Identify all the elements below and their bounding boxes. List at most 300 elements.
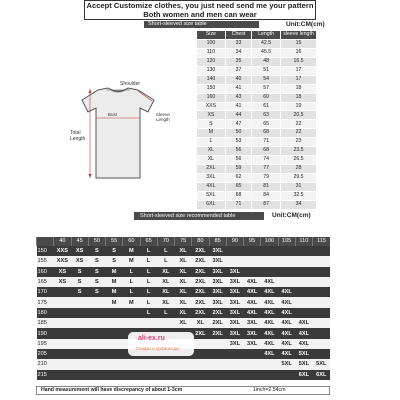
table-cell <box>106 308 123 318</box>
table-cell <box>157 359 174 369</box>
table-cell: 3XL <box>244 318 261 328</box>
table-cell: 4XL <box>261 318 278 328</box>
table-cell <box>226 349 243 359</box>
table-row <box>197 191 317 200</box>
table-cell: XL <box>175 267 192 277</box>
table-cell: M <box>123 246 140 256</box>
table-cell: 4XL <box>278 349 295 359</box>
bust-label: Bust <box>108 112 118 117</box>
table-cell <box>71 349 88 359</box>
table-row <box>197 129 317 138</box>
table-cell: L <box>157 246 174 256</box>
table-cell: XS <box>71 246 88 256</box>
table-cell: XL <box>175 308 192 318</box>
table-cell <box>261 359 278 369</box>
table-cell: 42.5 <box>252 39 281 48</box>
table-cell: 68 <box>225 191 251 200</box>
table-cell: 17 <box>280 66 316 75</box>
height-row-header: 170 <box>37 287 54 297</box>
table-cell <box>192 370 209 380</box>
table-cell: 100 <box>197 39 226 48</box>
table-cell <box>278 277 295 287</box>
table-cell <box>157 318 174 328</box>
table-cell: 43 <box>225 93 251 102</box>
table-cell <box>261 267 278 277</box>
table-cell: XL <box>192 318 209 328</box>
table-cell: 4XL <box>244 277 261 287</box>
table-cell: 56 <box>225 156 251 165</box>
table-cell: 3XL <box>226 328 243 338</box>
table-cell <box>261 246 278 256</box>
table-cell: 3XL <box>197 174 226 183</box>
table-cell: 61 <box>252 102 281 111</box>
table-cell <box>313 246 331 256</box>
table-cell: 4XL <box>261 277 278 287</box>
table-cell: 4XL <box>278 287 295 297</box>
table-cell: 3XL <box>244 328 261 338</box>
table-cell: L <box>123 287 140 297</box>
weight-column-header: 115 <box>313 237 331 246</box>
tshirt-measurement-diagram <box>68 81 192 182</box>
table-cell: 15 <box>280 39 316 48</box>
table-cell: 4XL <box>278 339 295 349</box>
table-row <box>37 256 331 266</box>
size-table-column-header: Length <box>252 31 281 40</box>
table-cell: 2XL <box>197 165 226 174</box>
table-row <box>197 75 317 84</box>
weight-header-corner <box>37 237 54 246</box>
table-cell: 87 <box>252 200 281 209</box>
table-cell: 71 <box>225 200 251 209</box>
table-cell: L <box>140 277 157 287</box>
table-cell: 23.5 <box>280 147 316 156</box>
weight-column-header: 40 <box>54 237 71 246</box>
table-cell: 50 <box>225 129 251 138</box>
height-row-header: 210 <box>37 359 54 369</box>
weight-column-header: 50 <box>88 237 105 246</box>
inch-conversion-note: 1inch=2.54cm <box>253 387 286 393</box>
table-cell: 5XL <box>278 359 295 369</box>
table-cell: XXS <box>197 102 226 111</box>
table-cell <box>88 318 105 328</box>
table-cell: 28 <box>280 165 316 174</box>
table-cell <box>71 297 88 307</box>
table-cell: 4XL <box>244 287 261 297</box>
measurement-footer <box>36 386 330 395</box>
table-cell <box>54 318 71 328</box>
table-cell <box>313 267 331 277</box>
weight-column-header: 95 <box>244 237 261 246</box>
table-cell: 2XL <box>192 297 209 307</box>
weight-column-header: 85 <box>209 237 226 246</box>
table-row <box>197 120 317 129</box>
table-cell <box>106 328 123 338</box>
table-cell <box>295 287 312 297</box>
table-cell: 20.5 <box>280 111 316 120</box>
table-cell <box>295 297 312 307</box>
table-cell: 3XL <box>226 267 243 277</box>
table-cell: 4XL <box>295 318 312 328</box>
table-cell <box>278 370 295 380</box>
table-cell: XL <box>175 297 192 307</box>
table-cell <box>261 370 278 380</box>
table-cell <box>244 359 261 369</box>
table-cell: XXS <box>54 246 71 256</box>
table-cell <box>71 359 88 369</box>
table-cell: 3XL <box>226 308 243 318</box>
table-cell: 5XL <box>295 349 312 359</box>
table-cell: 22 <box>280 120 316 129</box>
table-cell: 4XL <box>278 328 295 338</box>
table-cell <box>244 267 261 277</box>
table-cell: XS <box>197 111 226 120</box>
table-row <box>37 370 331 380</box>
table-row <box>197 84 317 93</box>
table-cell: 71 <box>252 138 281 147</box>
table-cell: 41 <box>225 102 251 111</box>
weight-column-header: 105 <box>278 237 295 246</box>
table-cell <box>88 328 105 338</box>
table-row <box>197 147 317 156</box>
table-row <box>37 287 331 297</box>
table-row <box>197 66 317 75</box>
table-cell <box>54 287 71 297</box>
table-cell: S <box>88 287 105 297</box>
table-cell: 3XL <box>244 339 261 349</box>
table-cell <box>295 246 312 256</box>
table-cell <box>313 277 331 287</box>
table-cell: M <box>106 267 123 277</box>
table-cell: 2XL <box>192 277 209 287</box>
table-cell: 5XL <box>295 359 312 369</box>
table-cell <box>88 339 105 349</box>
size-table-header <box>197 31 317 40</box>
table-cell <box>244 256 261 266</box>
table-row <box>37 277 331 287</box>
table-cell: 4XL <box>197 182 226 191</box>
table-cell: L <box>123 267 140 277</box>
table-cell: 4XL <box>261 287 278 297</box>
table-cell: XS <box>54 277 71 287</box>
table-cell: 79 <box>252 174 281 183</box>
table-cell <box>175 370 192 380</box>
table-cell: L <box>157 308 174 318</box>
table-cell: 4XL <box>244 297 261 307</box>
total-length-label-2: Length <box>70 136 86 142</box>
table-cell <box>54 359 71 369</box>
weight-column-header: 90 <box>226 237 243 246</box>
table-cell: 2XL <box>192 256 209 266</box>
table-cell: 32.5 <box>280 191 316 200</box>
table-cell: 74 <box>252 156 281 165</box>
table-cell: 120 <box>197 57 226 66</box>
table-row <box>197 174 317 183</box>
table-cell: 65 <box>225 182 251 191</box>
table-cell <box>313 339 331 349</box>
size-table-unit: Unit:CM(cm) <box>286 21 325 28</box>
height-row-header: 150 <box>37 246 54 256</box>
table-cell: 45.5 <box>252 48 281 57</box>
weight-column-header: 100 <box>261 237 278 246</box>
weight-column-header: 110 <box>295 237 312 246</box>
table-cell: 140 <box>197 75 226 84</box>
table-cell: 2XL <box>209 318 226 328</box>
table-row <box>197 182 317 191</box>
table-row <box>37 318 331 328</box>
table-cell: 4XL <box>295 328 312 338</box>
table-cell: 2XL <box>192 287 209 297</box>
table-cell <box>140 370 157 380</box>
table-row <box>197 102 317 111</box>
table-cell: M <box>123 256 140 266</box>
table-cell: 150 <box>197 84 226 93</box>
table-cell <box>209 370 226 380</box>
table-cell: 68 <box>252 147 281 156</box>
table-cell: 3XL <box>209 287 226 297</box>
watermark-subtext: Скидки и промокоды <box>136 346 180 351</box>
table-cell <box>123 318 140 328</box>
sleeve-length-label-2: Length <box>156 117 170 122</box>
table-cell <box>106 359 123 369</box>
table-cell: 4XL <box>261 349 278 359</box>
table-cell <box>123 308 140 318</box>
table-row <box>197 39 317 48</box>
size-table-title: Short-sleeved size table <box>144 21 259 28</box>
table-cell <box>88 359 105 369</box>
table-cell <box>140 359 157 369</box>
table-cell: 23 <box>280 138 316 147</box>
table-cell: 33 <box>225 39 251 48</box>
table-cell: 47 <box>225 120 251 129</box>
table-cell: 4XL <box>261 308 278 318</box>
table-cell: 34 <box>280 200 316 209</box>
table-cell: 77 <box>252 165 281 174</box>
table-cell: 40 <box>225 75 251 84</box>
table-cell: 4XL <box>244 308 261 318</box>
table-cell <box>313 349 331 359</box>
table-cell: S <box>106 256 123 266</box>
table-cell <box>226 246 243 256</box>
table-cell: S <box>106 246 123 256</box>
table-cell: 4XL <box>261 339 278 349</box>
table-cell: 130 <box>197 66 226 75</box>
table-cell: 59 <box>225 165 251 174</box>
table-cell <box>71 370 88 380</box>
table-cell: L <box>123 277 140 287</box>
recommend-table-header <box>37 237 331 246</box>
height-row-header: 160 <box>37 267 54 277</box>
table-cell <box>71 308 88 318</box>
table-cell: 2XL <box>209 308 226 318</box>
weight-column-header: 70 <box>157 237 174 246</box>
table-cell <box>175 359 192 369</box>
height-row-header: 190 <box>37 328 54 338</box>
table-cell: 35 <box>225 57 251 66</box>
table-cell: 56 <box>225 147 251 156</box>
table-cell <box>313 308 331 318</box>
table-row <box>37 308 331 318</box>
table-cell: M <box>106 297 123 307</box>
table-cell: L <box>140 287 157 297</box>
table-cell: XXS <box>54 256 71 266</box>
custom-order-banner <box>84 0 316 20</box>
table-cell: 17 <box>280 75 316 84</box>
table-cell: 3XL <box>209 277 226 287</box>
table-cell: XL <box>175 287 192 297</box>
table-cell: 3XL <box>209 256 226 266</box>
table-cell: 3XL <box>226 297 243 307</box>
table-cell: 68 <box>252 129 281 138</box>
table-row <box>197 138 317 147</box>
table-row <box>197 57 317 66</box>
table-cell <box>313 318 331 328</box>
table-cell: 26.5 <box>280 156 316 165</box>
table-cell: XL <box>175 277 192 287</box>
table-cell: L <box>157 256 174 266</box>
recommend-table-title: Short-sleeved size recommended table <box>134 212 264 220</box>
table-cell: 44 <box>225 111 251 120</box>
table-cell: XL <box>197 156 226 165</box>
height-row-header: 185 <box>37 318 54 328</box>
banner-line-2: Both women and men can wear <box>143 9 257 19</box>
table-cell: 29.5 <box>280 174 316 183</box>
table-cell <box>106 370 123 380</box>
table-cell: XL <box>175 318 192 328</box>
table-row <box>197 93 317 102</box>
table-cell: 84 <box>252 191 281 200</box>
height-row-header: 155 <box>37 256 54 266</box>
height-row-header: 195 <box>37 339 54 349</box>
table-cell: S <box>71 267 88 277</box>
table-row <box>37 267 331 277</box>
recommend-table <box>36 237 330 380</box>
table-cell: 57 <box>252 84 281 93</box>
table-cell: L <box>140 267 157 277</box>
table-cell: 3XL <box>226 339 243 349</box>
table-cell: 2XL <box>192 308 209 318</box>
size-table-column-header: Chest <box>225 31 251 40</box>
table-cell: 18 <box>280 93 316 102</box>
weight-column-header: 55 <box>106 237 123 246</box>
table-cell <box>226 256 243 266</box>
table-cell <box>209 339 226 349</box>
table-row <box>37 297 331 307</box>
table-cell: 5XL <box>313 359 331 369</box>
size-table-column-header: sleeve length <box>280 31 316 40</box>
table-cell: S <box>71 277 88 287</box>
table-row <box>197 156 317 165</box>
table-cell <box>54 349 71 359</box>
table-cell <box>192 339 209 349</box>
size-table-column-header: Size <box>197 31 226 40</box>
weight-column-header: 60 <box>123 237 140 246</box>
table-cell <box>157 370 174 380</box>
table-cell <box>313 256 331 266</box>
table-cell <box>226 370 243 380</box>
table-cell: 3XL <box>209 246 226 256</box>
table-cell <box>106 339 123 349</box>
table-cell <box>71 318 88 328</box>
height-row-header: 205 <box>37 349 54 359</box>
table-row <box>197 111 317 120</box>
table-cell <box>140 318 157 328</box>
table-cell <box>313 297 331 307</box>
table-cell <box>71 328 88 338</box>
table-cell <box>54 297 71 307</box>
table-cell: 16 <box>280 48 316 57</box>
table-cell <box>278 256 295 266</box>
table-cell: 54 <box>252 75 281 84</box>
table-cell: 2XL <box>192 328 209 338</box>
table-row <box>197 48 317 57</box>
table-cell: XL <box>197 147 226 156</box>
table-cell: 2XL <box>192 246 209 256</box>
table-cell <box>54 370 71 380</box>
table-cell: 160 <box>197 93 226 102</box>
table-cell: XL <box>157 287 174 297</box>
table-cell: 2XL <box>209 328 226 338</box>
table-cell <box>295 308 312 318</box>
table-cell: 19 <box>280 102 316 111</box>
table-cell <box>261 256 278 266</box>
table-cell <box>295 267 312 277</box>
table-cell: S <box>88 277 105 287</box>
table-cell: M <box>197 129 226 138</box>
table-cell: M <box>106 287 123 297</box>
table-cell: 34 <box>225 48 251 57</box>
table-cell <box>226 359 243 369</box>
table-cell <box>295 256 312 266</box>
weight-column-header: 45 <box>71 237 88 246</box>
table-cell <box>209 349 226 359</box>
table-cell <box>313 328 331 338</box>
table-cell <box>295 277 312 287</box>
table-cell <box>192 359 209 369</box>
table-cell <box>106 349 123 359</box>
table-cell: 110 <box>197 48 226 57</box>
table-cell: 37 <box>225 66 251 75</box>
measurement-discrepancy-note: Hand measurement will have discrepancy of about 1-3cm <box>41 387 183 393</box>
table-cell: S <box>71 287 88 297</box>
table-cell: L <box>140 297 157 307</box>
table-cell: 16.5 <box>280 57 316 66</box>
table-row <box>37 246 331 256</box>
table-cell <box>244 370 261 380</box>
table-row <box>37 359 331 369</box>
height-row-header: 175 <box>37 297 54 307</box>
table-cell: 4XL <box>278 308 295 318</box>
table-cell: 18 <box>280 84 316 93</box>
table-cell: 48 <box>252 57 281 66</box>
table-cell: 4XL <box>261 297 278 307</box>
table-cell: L <box>140 308 157 318</box>
table-cell: S <box>197 120 226 129</box>
table-cell: XL <box>175 246 192 256</box>
table-cell <box>123 370 140 380</box>
weight-column-header: 80 <box>192 237 209 246</box>
height-row-header: 180 <box>37 308 54 318</box>
table-cell <box>123 359 140 369</box>
table-cell: 60 <box>252 93 281 102</box>
size-table <box>196 30 317 210</box>
table-cell: 3XL <box>226 318 243 328</box>
recommend-table-unit: Unit:CM(cm) <box>272 212 311 219</box>
table-cell: XS <box>71 256 88 266</box>
shoulder-label: Shoulder <box>120 81 141 87</box>
table-cell: 41 <box>225 84 251 93</box>
watermark-text: ali-ex.ru <box>138 335 165 342</box>
table-cell: XL <box>157 267 174 277</box>
